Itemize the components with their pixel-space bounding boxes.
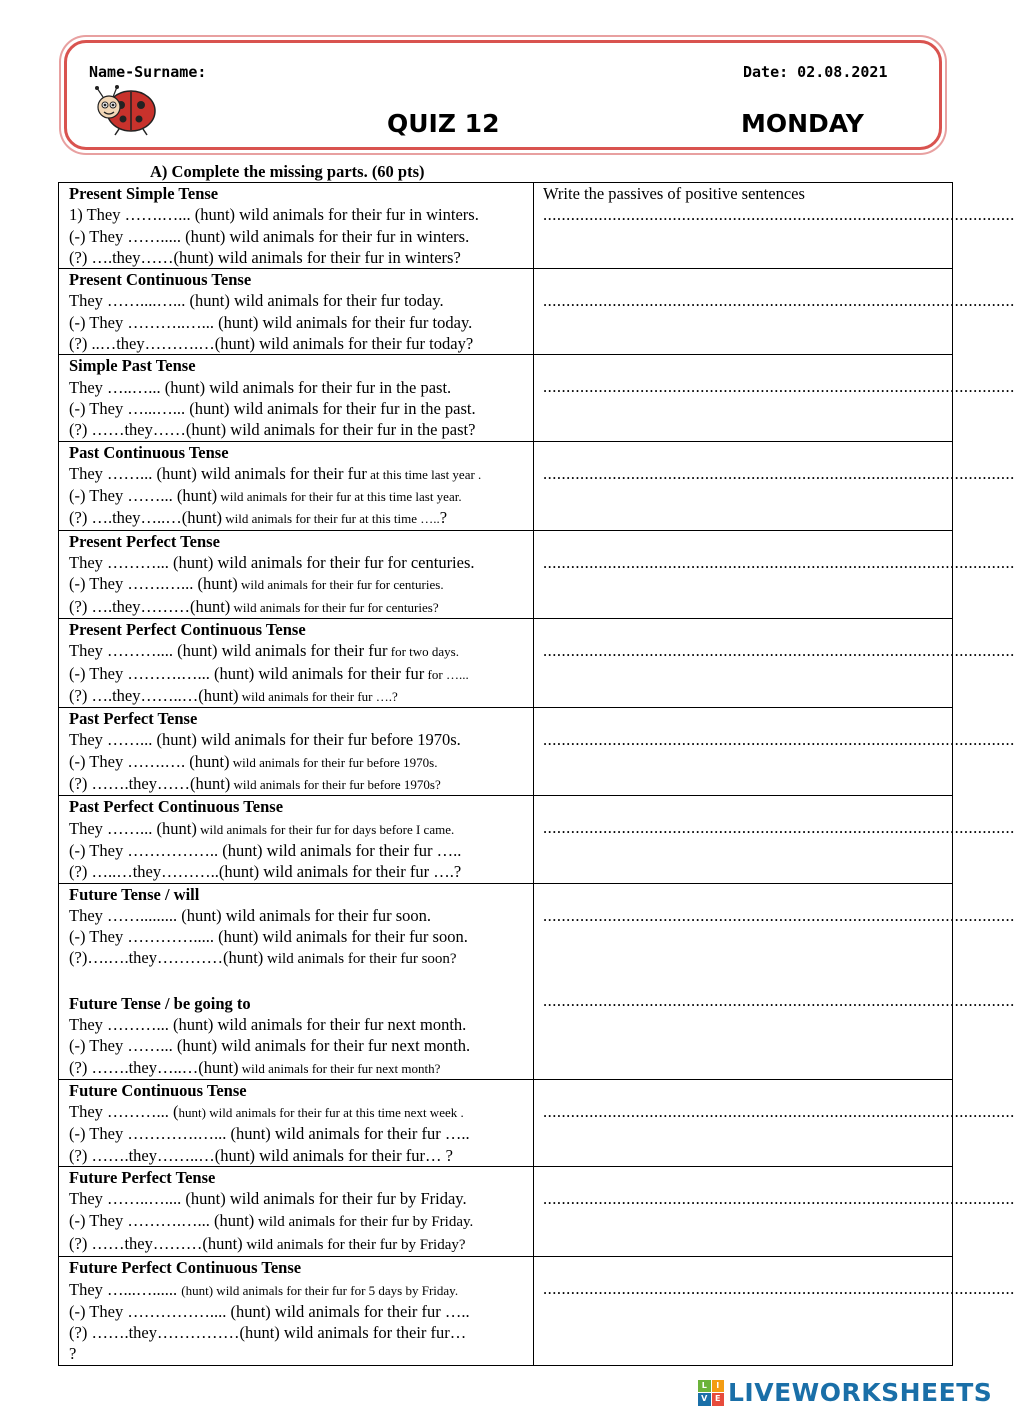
header-frame [64,40,942,150]
table-row [59,708,953,796]
answer-line[interactable]: ...................................................................................................... [543,1189,1015,1209]
right-column-instruction: Write the passives of positive sentences [543,184,805,203]
table-row [59,183,953,269]
sentence-question: (?) …….they……(hunt) wild animals for their fur before 1970s? [69,774,441,794]
answer-line[interactable]: ...................................................................................................... [543,1279,1015,1299]
table-row [59,441,953,530]
sentence-positive: They …...…...... (hunt) wild animals for their fur for 5 days by Friday. [69,1279,459,1299]
table-row [59,1167,953,1257]
date-label: Date: 02.08.2021 [743,63,888,81]
tense-heading: Present Perfect Tense [69,531,220,551]
answer-line[interactable]: ...................................................................................................... [543,990,1015,1010]
answer-line[interactable]: ...................................................................................................... [543,730,1015,750]
sentence-question: (?) …….they……………(hunt) wild animals for their fur… [69,1323,467,1343]
sentence-question: (?) ….they…..…(hunt) wild animals for their fur at this time …..? [69,508,448,528]
tense-heading: Present Continuous Tense [69,270,252,290]
quiz-table [58,182,1015,1366]
liveworksheets-logo [698,1378,992,1407]
sentence-question: (?) ……they………(hunt) wild animals for their fur by Friday? [69,1233,466,1253]
sentence-negative: (-) They ………..…... (hunt) wild animals for their fur today. [69,312,473,332]
tense-heading: Past Perfect Tense [69,709,198,729]
sentence-question: (?) ….they……(hunt) wild animals for their fur in winters? [69,247,461,267]
sentence-positive: They ………... (hunt) wild animals for their fur at this time next week . [69,1102,464,1122]
answer-line[interactable]: ...................................................................................................... [543,291,1015,311]
tense-heading: Past Continuous Tense [69,442,229,462]
answer-line[interactable]: ...................................................................................................... [543,552,1015,572]
sentence-positive: They ………... (hunt) wild animals for their fur for centuries. [69,553,475,573]
ladybug-icon [89,83,161,137]
answer-line[interactable]: ...................................................................................................... [543,818,1015,838]
answer-line[interactable]: ...................................................................................................... [543,1101,1015,1121]
answer-line[interactable]: ...................................................................................................... [543,905,1015,925]
sentence-negative: (-) They ……….…... (hunt) wild animals for their fur by Friday. [69,1210,474,1230]
sentence-positive: They ………... (hunt) wild animals for their fur next month. [69,1014,467,1034]
tense-heading: Future Perfect Tense [69,1168,216,1188]
answer-line[interactable]: ...................................................................................................... [543,640,1015,660]
table-row [59,269,953,355]
sentence-question: (?)….….they…………(hunt) wild animals for their fur soon? [69,948,457,968]
sentence-question: (?) …….they…..…(hunt) wild animals for their fur next month? [69,1057,441,1077]
name-surname-label: Name-Surname: [89,63,207,81]
sentence-positive: They ……..….... (hunt) wild animals for their fur by Friday. [69,1189,467,1209]
sentence-negative: (-) They …………….. (hunt) wild animals for their fur ….. [69,840,462,860]
table-row [59,1257,953,1365]
day-label: MONDAY [741,109,864,138]
question-mark: ? [69,1344,77,1364]
table-row [59,618,953,707]
tense-heading: Future Continuous Tense [69,1080,247,1100]
sentence-question: (?) ..…they……….…(hunt) wild animals for their fur today? [69,334,474,354]
sentence-negative: (-) They …….…... (hunt) wild animals for their fur for centuries. [69,574,444,594]
sentence-positive: They ……....…... (hunt) wild animals for their fur today. [69,291,444,311]
sentence-negative: (-) They ……..... (hunt) wild animals for their fur in winters. [69,226,470,246]
table-row [59,355,953,441]
sentence-question: (?) ….they………(hunt) wild animals for their fur for centuries? [69,596,439,616]
tense-heading: Future Perfect Continuous Tense [69,1258,302,1278]
tense-heading: Future Tense / will [69,884,200,904]
sentence-positive: 1) They …….…... (hunt) wild animals for their fur in winters. [69,205,479,225]
table-row [59,1079,953,1166]
sentence-question: (?) ……they……(hunt) wild animals for their fur in the past? [69,420,476,440]
sentence-positive: They ……... (hunt) wild animals for their fur for days before I came. [69,818,455,838]
table-row [59,530,953,618]
quiz-title: QUIZ 12 [387,109,500,138]
sentence-negative: (-) They ……….…... (hunt) wild animals for their fur for …... [69,663,469,683]
table-row [59,883,953,1079]
sentence-negative: (-) They ……... (hunt) wild animals for their fur next month. [69,1036,471,1056]
sentence-positive: They ……….... (hunt) wild animals for their fur for two days. [69,641,459,661]
sentence-negative: (-) They …………..... (hunt) wild animals for their fur soon. [69,927,468,947]
table-row [59,796,953,883]
sentence-question: (?) …..…they………..(hunt) wild animals for their fur ….? [69,862,462,882]
liveworksheets-logo-icon: L I V E [698,1380,724,1406]
sentence-positive: They …..…... (hunt) wild animals for their fur in the past. [69,377,452,397]
section-a-title: A) Complete the missing parts. (60 pts) [150,162,425,181]
answer-line[interactable]: ...................................................................................................... [543,205,1015,225]
sentence-negative: (-) They …………….... (hunt) wild animals for their fur ….. [69,1301,470,1321]
tense-heading: Simple Past Tense [69,356,196,376]
sentence-negative: (-) They ………….…... (hunt) wild animals for their fur ….. [69,1124,470,1144]
tense-heading: Present Simple Tense [69,184,219,203]
tense-heading: Future Tense / be going to [69,993,251,1013]
sentence-positive: They ……... (hunt) wild animals for their fur at this time last year . [69,463,482,483]
sentence-negative: (-) They …...…... (hunt) wild animals for their fur in the past. [69,398,476,418]
sentence-question: (?) …….they……..…(hunt) wild animals for their fur… ? [69,1145,453,1165]
sentence-question: (?) ….they……..…(hunt) wild animals for their fur ….? [69,685,398,705]
sentence-negative: (-) They ……... (hunt) wild animals for their fur at this time last year. [69,486,462,506]
tense-heading: Present Perfect Continuous Tense [69,619,306,639]
sentence-positive: They ……......... (hunt) wild animals for their fur soon. [69,905,432,925]
answer-line[interactable]: ...................................................................................................... [543,463,1015,483]
sentence-positive: They ……... (hunt) wild animals for their fur before 1970s. [69,730,461,750]
answer-line[interactable]: ...................................................................................................... [543,377,1015,397]
sentence-negative: (-) They …….…. (hunt) wild animals for their fur before 1970s. [69,751,438,771]
liveworksheets-logo-text: LIVEWORKSHEETS [728,1378,993,1407]
tense-heading: Past Perfect Continuous Tense [69,797,284,817]
